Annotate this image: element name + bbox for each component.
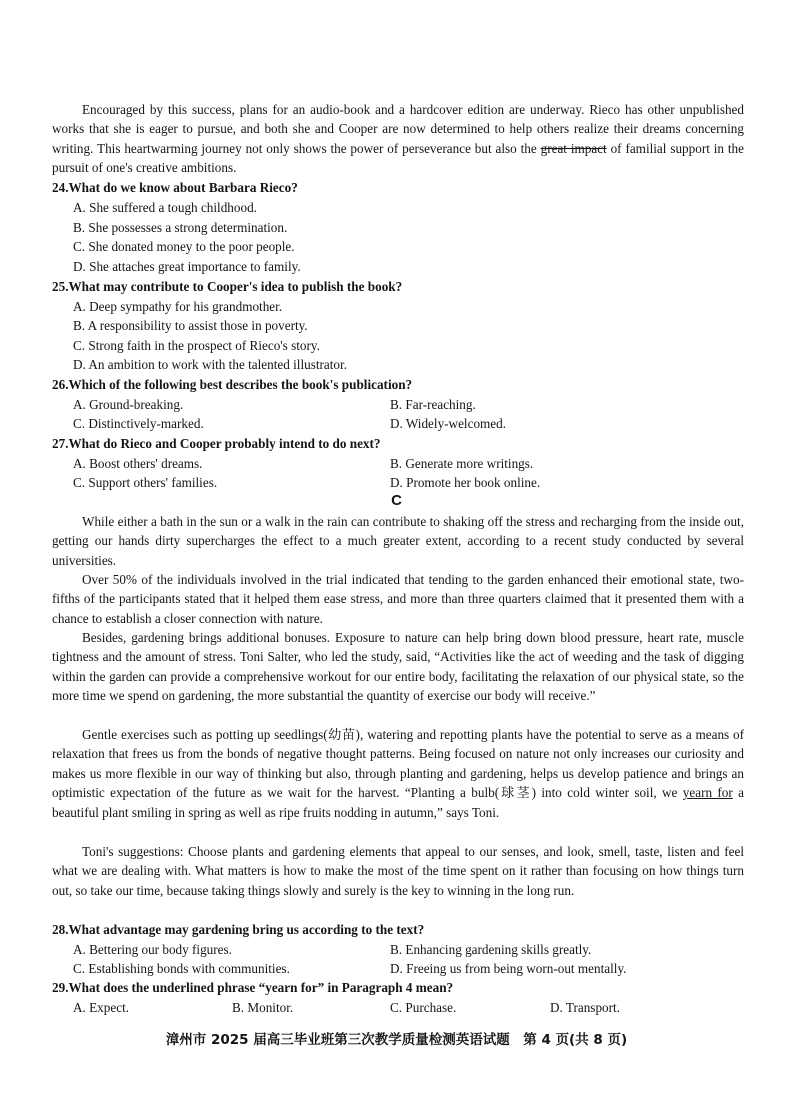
q24-option-a: A. She suffered a tough childhood. — [73, 200, 257, 215]
q25-option-a: A. Deep sympathy for his grandmother. — [73, 299, 283, 314]
question-number: 25. — [52, 279, 69, 294]
question-stem: What advantage may gardening bring us according to the text? — [68, 922, 425, 937]
section-c-paragraph-5: Toni's suggestions: Choose plants and gardening elements that appeal to our senses, and look, smell, taste, listen and feel what we are dealing with. What matters is how to make the most of the time spent on it rather than focusing on how things turn out, so take our time, because taking things slowly and surely is the key to winning in the long run. — [52, 844, 744, 898]
question-stem: What does the underlined phrase “yearn for” in Paragraph 4 mean? — [68, 980, 454, 995]
section-c-paragraph-2: Over 50% of the individuals involved in the trial indicated that tending to the garden enhanced their emotional state, two-fifths of the participants stated that it helped them ease stress, and more than three quarters claimed that it presented them with a chance to establish a closer connection with nature. — [52, 572, 744, 626]
q28-option-a: A. Bettering our body figures. — [73, 942, 232, 957]
passage-b-final-paragraph — [52, 100, 744, 178]
question-29 — [52, 978, 744, 997]
section-c-paragraph-4 — [52, 725, 744, 822]
q27-option-d: D. Promote her book online. — [390, 475, 541, 490]
q25-option-c: C. Strong faith in the prospect of Rieco's story. — [73, 338, 320, 353]
q25-option-d: D. An ambition to work with the talented illustrator. — [73, 357, 347, 372]
paragraph-text: Encouraged by this success, plans for an audio-book and a hardcover edition are underway. Rieco has other unpublished works that she is eager to pursue, and both she and Cooper are now determined to help others realize their dreams concerning writing. This heartwarming journey not only shows the power of perseverance but also the — [52, 102, 744, 156]
question-stem: What do we know about Barbara Rieco? — [68, 180, 298, 195]
q25-option-b: B. A responsibility to assist those in poverty. — [73, 318, 308, 333]
page-footer: 漳州市 2025 届高三毕业班第三次教学质量检测英语试题 第 4 页(共 8 页) — [165, 1032, 628, 1048]
q27-option-c: C. Support others' families. — [73, 475, 218, 490]
q29-option-a: A. Expect. — [73, 1000, 130, 1015]
q27-option-b: B. Generate more writings. — [390, 456, 534, 471]
q28-option-c: C. Establishing bonds with communities. — [73, 961, 290, 976]
question-stem: Which of the following best describes the book's publication? — [68, 377, 413, 392]
question-number: 27. — [52, 436, 69, 451]
question-stem: What may contribute to Cooper's idea to publish the book? — [68, 279, 403, 294]
section-c-paragraph-3: Besides, gardening brings additional bonuses. Exposure to nature can help bring down blood pressure, heart rate, muscle tightness and the amount of stress. Toni Salter, who led the study, said, “Activities like the act of weeding and the task of digging within the garden can provide a comprehensive workout for our entire body, facilitating the relaxation of our physical state, so the more time we spend on gardening, the more substantial the quantity of exercise our body will receive.” — [52, 630, 744, 704]
q26-option-c: C. Distinctively-marked. — [73, 416, 204, 431]
paragraph-text: of familial support in the pursuit of one's creative ambitions. — [52, 140, 744, 176]
question-stem: What do Rieco and Cooper probably intend to do next? — [68, 436, 381, 451]
q24-option-c: C. She donated money to the poor people. — [73, 239, 295, 254]
section-c-heading: C — [391, 492, 402, 509]
question-25 — [52, 277, 744, 296]
underlined-phrase: yearn for — [682, 785, 733, 801]
q29-option-b: B. Monitor. — [232, 1000, 294, 1015]
struck-text: great impact — [540, 140, 607, 156]
question-number: 24. — [52, 180, 69, 195]
q26-option-a: A. Ground-breaking. — [73, 397, 184, 412]
question-number: 26. — [52, 377, 69, 392]
q28-option-b: B. Enhancing gardening skills greatly. — [390, 942, 592, 957]
q24-option-d: D. She attaches great importance to family. — [73, 259, 301, 274]
question-28 — [52, 920, 744, 939]
q26-option-d: D. Widely-welcomed. — [390, 416, 507, 431]
question-number: 28. — [52, 922, 69, 937]
question-24 — [52, 178, 744, 197]
question-27 — [52, 434, 744, 453]
q29-option-d: D. Transport. — [550, 1000, 620, 1015]
section-c-paragraph-1: While either a bath in the sun or a walk in the rain can contribute to shaking off the stress and recharging from the inside out, getting our hands dirty supercharges the effect to a much greater extent, according to a recent study conducted by several universities. — [52, 514, 744, 568]
q29-option-c: C. Purchase. — [390, 1000, 457, 1015]
question-number: 29. — [52, 980, 69, 995]
paragraph-text: a beautiful plant smiling in spring as well as ripe fruits nodding in autumn,” says Toni. — [52, 785, 744, 820]
question-26 — [52, 375, 744, 394]
q28-option-d: D. Freeing us from being worn-out mentally. — [390, 961, 627, 976]
q26-option-b: B. Far-reaching. — [390, 397, 476, 412]
q27-option-a: A. Boost others' dreams. — [73, 456, 203, 471]
paragraph-text: Gentle exercises such as potting up seedlings(幼苗), watering and repotting plants have the potential to serve as a means of relaxation that frees us from the bonds of negative thought patterns. Being focused on nature not only increases our curiosity and makes us more flexible in our way of thinking but also, through planting and gardening, helps us develop patience and brings an optimistic expectation of the future as we wait for the harvest. “Planting a bulb(球茎) into cold winter soil, we — [52, 727, 744, 801]
q24-option-b: B. She possesses a strong determination. — [73, 220, 288, 235]
